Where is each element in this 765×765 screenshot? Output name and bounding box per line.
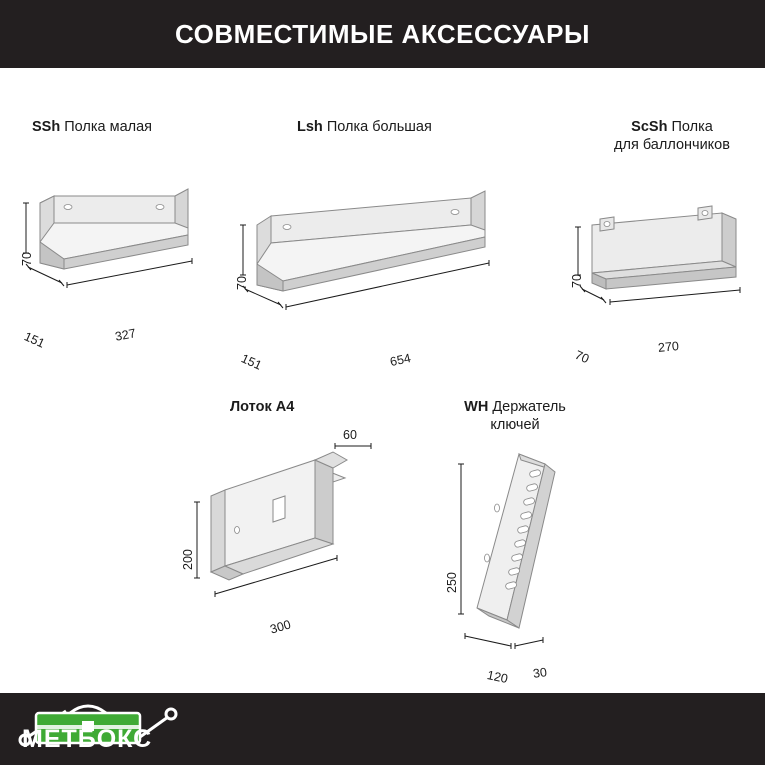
item-lsh-dim-height: 70 bbox=[235, 276, 249, 290]
page-footer bbox=[0, 693, 765, 765]
item-lsh-drawing bbox=[235, 183, 540, 373]
item-scsh-dim-depth: 70 bbox=[572, 347, 592, 367]
item-tray-drawing bbox=[175, 438, 415, 638]
item-ssh-dim-width: 327 bbox=[113, 326, 138, 344]
brand-logo[interactable] bbox=[8, 697, 198, 761]
item-lsh-dim-depth: 151 bbox=[239, 351, 264, 373]
item-tray-code: Лоток bbox=[230, 399, 272, 415]
item-wh-drawing bbox=[415, 438, 635, 668]
item-scsh bbox=[570, 118, 765, 368]
item-ssh-dim-height: 70 bbox=[20, 252, 34, 266]
item-ssh-name: Полка малая bbox=[64, 119, 153, 135]
item-wh-caption bbox=[420, 398, 610, 434]
item-tray-dim-depth: 60 bbox=[343, 428, 357, 442]
diagram-canvas bbox=[0, 68, 765, 693]
item-wh-dim-height: 250 bbox=[445, 572, 459, 593]
item-scsh-caption bbox=[592, 118, 752, 154]
item-tray-dim-height: 200 bbox=[181, 549, 195, 570]
item-scsh-dim-width: 270 bbox=[657, 339, 680, 355]
item-tray-a4 bbox=[175, 398, 415, 658]
item-lsh-dim-width: 654 bbox=[388, 350, 413, 370]
item-scsh-code: ScSh bbox=[631, 119, 668, 135]
item-ssh-dim-depth: 151 bbox=[22, 329, 47, 351]
item-scsh-name: Полка bbox=[671, 119, 713, 135]
item-wh-code: WH bbox=[464, 399, 489, 415]
item-tray-dim-width: 300 bbox=[268, 617, 293, 637]
page-title: СОВМЕСТИМЫЕ АКСЕССУАРЫ bbox=[175, 18, 590, 49]
item-ssh bbox=[20, 118, 240, 368]
item-tray-caption bbox=[230, 398, 294, 416]
item-lsh-name: Полка большая bbox=[326, 119, 432, 135]
item-ssh-caption bbox=[32, 118, 152, 136]
item-wh-dim-depth: 30 bbox=[532, 665, 548, 681]
item-lsh bbox=[235, 118, 540, 373]
item-wh-name: Держатель bbox=[492, 399, 566, 415]
item-wh bbox=[415, 398, 635, 687]
item-scsh-dim-height: 70 bbox=[570, 274, 584, 288]
item-tray-name: A4 bbox=[275, 399, 295, 415]
item-scsh-drawing bbox=[570, 203, 765, 383]
item-lsh-code: Lsh bbox=[297, 119, 323, 135]
page-header bbox=[0, 0, 765, 68]
item-wh-name2: ключей bbox=[490, 417, 540, 434]
item-scsh-name2: для баллончиков bbox=[614, 137, 730, 154]
brand-name: МЕТБОКС bbox=[22, 725, 153, 753]
item-lsh-caption bbox=[297, 118, 432, 136]
item-ssh-code: SSh bbox=[32, 119, 61, 135]
item-wh-dim-width: 120 bbox=[485, 667, 510, 687]
